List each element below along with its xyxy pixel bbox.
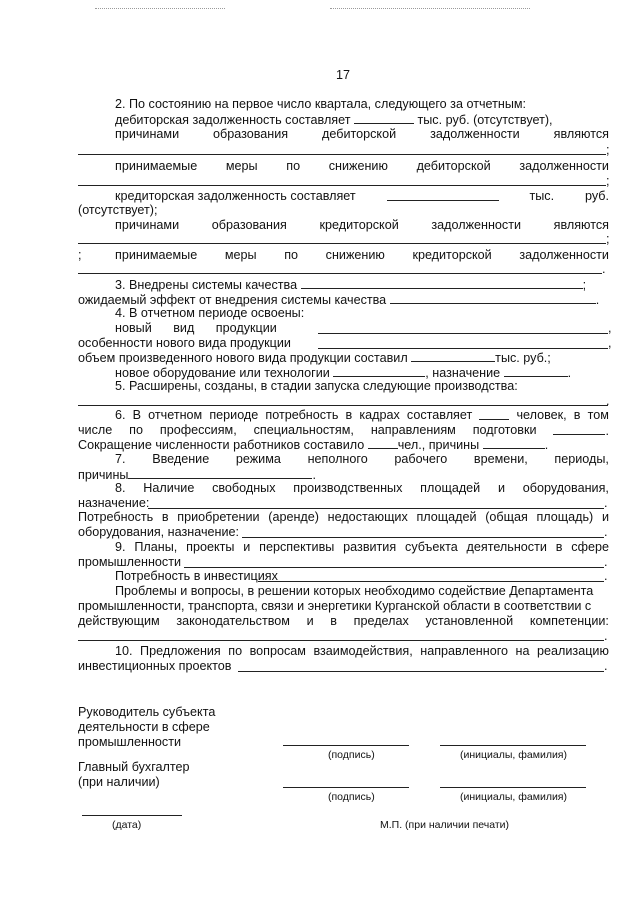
head-name-field[interactable] xyxy=(440,745,586,746)
s9-problems-1: Проблемы и вопросы, в решении которых необходимо содействие Департамента xyxy=(115,584,594,598)
payable-amount-field[interactable] xyxy=(387,189,499,201)
accountant-signature-caption: (подпись) xyxy=(328,791,375,803)
receivable-amount-field[interactable] xyxy=(354,112,414,124)
s9-industry: промышленности xyxy=(78,555,182,569)
s4-equipment: новое оборудование или технологии , назначение . xyxy=(115,366,572,380)
s8-need: Потребность в приобретении (аренде) недостающих площадей (общая площадь) и xyxy=(78,510,609,524)
s4-new-product: новый вид продукции xyxy=(115,321,277,335)
accountant-name-caption: (инициалы, фамилия) xyxy=(460,791,567,803)
head-title-2: деятельности в сфере xyxy=(78,720,210,734)
part-time-reasons-field[interactable] xyxy=(128,467,312,479)
productions-field[interactable] xyxy=(78,405,608,406)
s2-receivable-measures-label: принимаемые меры по снижению дебиторской задолженности xyxy=(115,159,609,173)
payable-measures-field[interactable] xyxy=(78,273,602,274)
s3-quality-systems: 3. Внедрены системы качества ; xyxy=(115,278,587,292)
quality-systems-field[interactable] xyxy=(301,277,583,289)
accountant-name-field[interactable] xyxy=(440,787,586,788)
s3-expected-effect: ожидаемый эффект от внедрения системы качества . xyxy=(78,293,600,307)
reduction-reasons-field[interactable] xyxy=(483,437,545,449)
need-purpose-field[interactable] xyxy=(242,537,604,538)
head-title-3: промышленности xyxy=(78,735,182,749)
equipment-field[interactable] xyxy=(333,365,425,377)
product-features-field[interactable] xyxy=(318,348,608,349)
s2-payable-measures-label: принимаемые меры по снижению кредиторской задолженности xyxy=(115,248,609,262)
date-field[interactable] xyxy=(82,815,182,816)
s8-need-purpose: оборудования, назначение: xyxy=(78,525,240,539)
s2-payable-reasons-label: причинами образования кредиторской задолженности являются xyxy=(115,218,609,232)
accountant-title-2: (при наличии) xyxy=(78,775,160,789)
head-signature-field[interactable] xyxy=(283,745,409,746)
s2-payable-line: кредиторская задолженность составляет тыс. руб. xyxy=(115,189,609,203)
s9-plans: 9. Планы, проекты и перспективы развития субъекта деятельности в сфере xyxy=(115,540,609,554)
staff-need-field[interactable] xyxy=(479,408,509,420)
s6-staff-need: 6. В отчетном периоде потребность в кадрах составляет человек, в том xyxy=(115,408,609,422)
s7-part-time: 7. Введение режима неполного рабочего времени, периоды, xyxy=(115,452,609,466)
receivable-measures-field[interactable] xyxy=(78,185,606,186)
head-title-1: Руководитель субъекта xyxy=(78,705,216,719)
volume-field[interactable] xyxy=(411,350,495,362)
s9-problems-2: промышленности, транспорта, связи и энергетики Курганской области в соответствии с xyxy=(78,599,592,613)
s8-purpose: назначение: xyxy=(78,496,150,510)
s4-heading: 4. В отчетном периоде освоены: xyxy=(115,306,305,320)
s6-professions: числе по профессиям, специальностям, направлениям подготовки . xyxy=(78,423,609,438)
s9-problems-3: действующим законодательством и в пределах установленной компетенции: xyxy=(78,614,609,628)
s4-volume: объем произведенного нового вида продукции составил тыс. руб.; xyxy=(78,351,551,365)
professions-field[interactable] xyxy=(553,423,605,435)
equipment-purpose-field[interactable] xyxy=(504,365,568,377)
date-caption: (дата) xyxy=(112,819,142,831)
s10-investment-projects: инвестиционных проектов xyxy=(78,659,232,673)
s9-investment-need: Потребность в инвестициях xyxy=(115,569,278,583)
s2-heading: 2. По состоянию на первое число квартала, следующего за отчетным: xyxy=(115,97,527,111)
s2-payable-absent: (отсутствует); xyxy=(78,203,158,217)
investment-need-field[interactable] xyxy=(258,581,604,582)
head-signature-caption: (подпись) xyxy=(328,749,375,761)
seal-caption: М.П. (при наличии печати) xyxy=(380,819,510,831)
proposals-field[interactable] xyxy=(238,671,604,672)
accountant-title-1: Главный бухгалтер xyxy=(78,760,190,774)
problems-field[interactable] xyxy=(78,640,604,641)
payable-reasons-field[interactable] xyxy=(78,243,606,244)
s2-receivable-line: дебиторская задолженность составляет тыс. руб. (отсутствует), xyxy=(115,113,553,127)
free-space-purpose-field[interactable] xyxy=(148,508,604,509)
s8-free-space: 8. Наличие свободных производственных площадей и оборудования, xyxy=(115,481,609,495)
receivable-reasons-field[interactable] xyxy=(78,154,606,155)
s10-proposals: 10. Предложения по вопросам взаимодействия, направленного на реализацию xyxy=(115,644,609,658)
accountant-signature-field[interactable] xyxy=(283,787,409,788)
s5-heading: 5. Расширены, созданы, в стадии запуска следующие производства: xyxy=(115,379,518,393)
s2-receivable-reasons-label: причинами образования дебиторской задолженности являются xyxy=(115,127,609,141)
scan-artifact xyxy=(330,8,530,9)
scan-artifact xyxy=(95,8,225,9)
plans-field[interactable] xyxy=(184,567,604,568)
expected-effect-field[interactable] xyxy=(390,292,596,304)
s4-product-features: особенности нового вида продукции xyxy=(78,336,291,350)
head-name-caption: (инициалы, фамилия) xyxy=(460,749,567,761)
new-product-field[interactable] xyxy=(318,333,608,334)
s6-reduction: Сокращение численности работников составило чел., причины . xyxy=(78,438,549,452)
reduction-count-field[interactable] xyxy=(368,437,398,449)
s7-reasons: причины . xyxy=(78,468,316,482)
page-number: 17 xyxy=(336,68,351,82)
